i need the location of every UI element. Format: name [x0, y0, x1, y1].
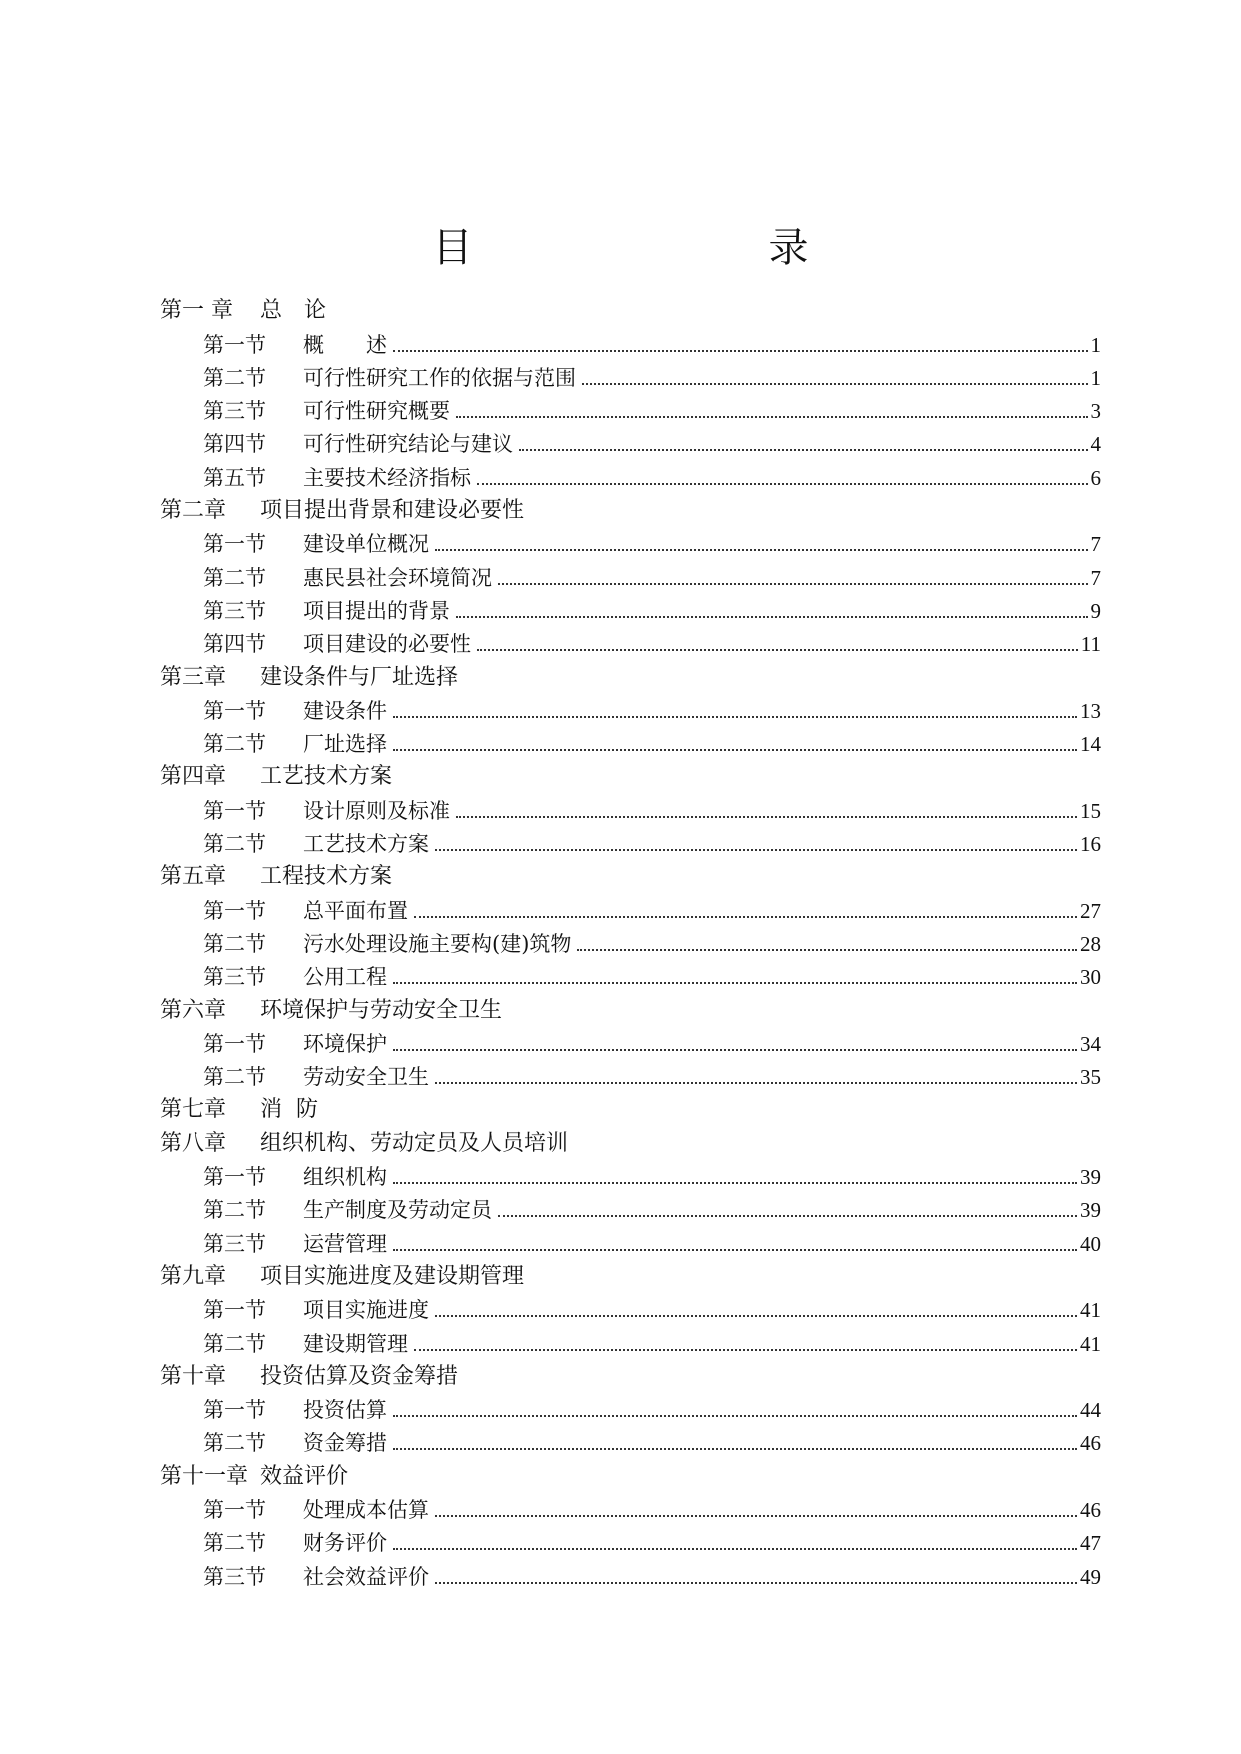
page-number: 28 — [1080, 931, 1101, 956]
chapter-number: 第二章 — [160, 498, 227, 524]
page-number: 1 — [1090, 365, 1101, 390]
toc-section-entry[interactable] — [160, 1525, 1101, 1558]
chapter-title: 工艺技术方案 — [260, 764, 393, 790]
chapter-title: 环境保护与劳动安全卫生 — [260, 997, 503, 1023]
dot-leader — [393, 350, 1088, 352]
toc-chapter-entry[interactable] — [160, 992, 1101, 1025]
section-title: 项目实施进度 — [303, 1298, 429, 1323]
toc-chapter-entry[interactable] — [160, 1458, 1101, 1491]
dot-leader — [498, 583, 1088, 585]
dot-leader — [393, 716, 1077, 718]
dot-leader — [393, 1448, 1077, 1450]
dot-leader — [498, 1215, 1077, 1217]
dot-leader — [435, 1515, 1077, 1517]
toc-section-entry[interactable] — [160, 693, 1101, 726]
page-number: 39 — [1080, 1165, 1101, 1190]
toc-section-entry[interactable] — [160, 1225, 1101, 1258]
section-title: 劳动安全卫生 — [303, 1065, 429, 1090]
dot-leader — [393, 1249, 1077, 1251]
section-title: 项目提出的背景 — [303, 598, 450, 623]
section-number: 第一节 — [203, 1398, 266, 1423]
section-number: 第一节 — [203, 798, 266, 823]
toc-section-entry[interactable] — [160, 1558, 1101, 1591]
chapter-number: 第一 章 — [160, 298, 233, 324]
chapter-number: 第十一章 — [160, 1463, 249, 1489]
section-title: 公用工程 — [303, 965, 387, 990]
page-number: 6 — [1090, 465, 1101, 490]
section-number: 第一节 — [203, 1165, 266, 1190]
chapter-title: 项目提出背景和建设必要性 — [260, 498, 525, 524]
section-title: 总平面布置 — [303, 898, 408, 923]
toc-section-entry[interactable] — [160, 1159, 1101, 1192]
chapter-number: 第六章 — [160, 997, 227, 1023]
dot-leader — [435, 549, 1088, 551]
page-number: 40 — [1080, 1231, 1101, 1256]
toc-section-entry[interactable] — [160, 792, 1101, 825]
section-number: 第一节 — [203, 698, 266, 723]
dot-leader — [393, 749, 1077, 751]
chapter-number: 第七章 — [160, 1097, 227, 1123]
dot-leader — [456, 816, 1077, 818]
toc-section-entry[interactable] — [160, 826, 1101, 859]
toc-section-entry[interactable] — [160, 959, 1101, 992]
toc-section-entry[interactable] — [160, 459, 1101, 492]
chapter-title: 建设条件与厂址选择 — [260, 664, 459, 690]
page-number: 16 — [1080, 832, 1101, 857]
section-title: 投资估算 — [303, 1398, 387, 1423]
dot-leader — [477, 649, 1078, 651]
section-number: 第二节 — [203, 832, 266, 857]
section-number: 第二节 — [203, 732, 266, 757]
chapter-title: 项目实施进度及建设期管理 — [260, 1263, 525, 1289]
section-title: 工艺技术方案 — [303, 832, 429, 857]
page-number: 41 — [1080, 1298, 1101, 1323]
dot-leader — [393, 1548, 1077, 1550]
toc-chapter-entry[interactable] — [160, 1359, 1101, 1392]
section-title: 建设单位概况 — [303, 532, 429, 557]
toc-section-entry[interactable] — [160, 360, 1101, 393]
toc-section-entry[interactable] — [160, 1292, 1101, 1325]
page-number: 46 — [1080, 1431, 1101, 1456]
section-number: 第二节 — [203, 1198, 266, 1223]
section-number: 第四节 — [203, 632, 266, 657]
dot-leader — [477, 483, 1088, 485]
toc-section-entry[interactable] — [160, 559, 1101, 592]
page-number: 1 — [1090, 332, 1101, 357]
toc-section-entry[interactable] — [160, 593, 1101, 626]
section-title: 环境保护 — [303, 1031, 387, 1056]
toc-section-entry[interactable] — [160, 1325, 1101, 1358]
page-number: 46 — [1080, 1497, 1101, 1522]
toc-section-entry[interactable] — [160, 1392, 1101, 1425]
section-title: 建设条件 — [303, 698, 387, 723]
toc-section-entry[interactable] — [160, 892, 1101, 925]
section-title: 主要技术经济指标 — [303, 465, 471, 490]
section-title: 可行性研究概要 — [303, 399, 450, 424]
page-title: 目 录 — [432, 225, 881, 271]
chapter-title: 组织机构、劳动定员及人员培训 — [260, 1130, 569, 1156]
section-title: 资金筹措 — [303, 1431, 387, 1456]
dot-leader — [456, 416, 1088, 418]
page-number: 4 — [1090, 432, 1101, 457]
section-number: 第一节 — [203, 1031, 266, 1056]
chapter-title: 消 防 — [260, 1097, 318, 1123]
section-title: 可行性研究结论与建议 — [303, 432, 513, 457]
page-number: 7 — [1090, 532, 1101, 557]
toc-chapter-entry[interactable] — [160, 859, 1101, 892]
section-number: 第二节 — [203, 931, 266, 956]
section-number: 第三节 — [203, 1231, 266, 1256]
page-number: 30 — [1080, 965, 1101, 990]
dot-leader — [582, 383, 1088, 385]
toc-chapter-entry[interactable] — [160, 659, 1101, 692]
toc-section-entry[interactable] — [160, 526, 1101, 559]
section-title: 可行性研究工作的依据与范围 — [303, 365, 576, 390]
toc-section-entry[interactable] — [160, 426, 1101, 459]
page-number: 47 — [1080, 1531, 1101, 1556]
section-title: 社会效益评价 — [303, 1564, 429, 1589]
toc-section-entry[interactable] — [160, 1492, 1101, 1525]
section-title: 设计原则及标准 — [303, 798, 450, 823]
page-number: 27 — [1080, 898, 1101, 923]
toc-section-entry[interactable] — [160, 393, 1101, 426]
dot-leader — [393, 1182, 1077, 1184]
dot-leader — [435, 1582, 1077, 1584]
section-title: 污水处理设施主要构(建)筑物 — [303, 931, 572, 956]
table-of-contents — [160, 293, 1101, 1592]
section-number: 第二节 — [203, 565, 266, 590]
section-title: 处理成本估算 — [303, 1497, 429, 1522]
chapter-title: 工程技术方案 — [260, 864, 393, 890]
section-number: 第三节 — [203, 1564, 266, 1589]
toc-section-entry[interactable] — [160, 1192, 1101, 1225]
dot-leader — [414, 1349, 1077, 1351]
section-number: 第三节 — [203, 598, 266, 623]
page-number: 49 — [1080, 1564, 1101, 1589]
toc-section-entry[interactable] — [160, 1026, 1101, 1059]
chapter-title: 投资估算及资金筹措 — [260, 1363, 459, 1389]
toc-section-entry[interactable] — [160, 626, 1101, 659]
page-number: 15 — [1080, 798, 1101, 823]
chapter-number: 第九章 — [160, 1263, 227, 1289]
page-number: 14 — [1080, 732, 1101, 757]
page-number: 34 — [1080, 1031, 1101, 1056]
toc-chapter-entry[interactable] — [160, 493, 1101, 526]
dot-leader — [456, 616, 1088, 618]
section-number: 第二节 — [203, 1431, 266, 1456]
section-number: 第二节 — [203, 1065, 266, 1090]
section-title: 运营管理 — [303, 1231, 387, 1256]
section-title: 概 述 — [303, 332, 387, 357]
section-number: 第五节 — [203, 465, 266, 490]
toc-section-entry[interactable] — [160, 1425, 1101, 1458]
chapter-number: 第五章 — [160, 864, 227, 890]
section-number: 第一节 — [203, 898, 266, 923]
section-number: 第一节 — [203, 532, 266, 557]
dot-leader — [435, 849, 1077, 851]
toc-section-entry[interactable] — [160, 926, 1101, 959]
page-number: 13 — [1080, 698, 1101, 723]
chapter-number: 第四章 — [160, 764, 227, 790]
section-number: 第一节 — [203, 1298, 266, 1323]
toc-section-entry[interactable] — [160, 1059, 1101, 1092]
chapter-title: 总 论 — [260, 298, 327, 324]
toc-chapter-entry[interactable] — [160, 1092, 1101, 1125]
section-number: 第三节 — [203, 965, 266, 990]
toc-section-entry[interactable] — [160, 326, 1101, 359]
toc-chapter-entry[interactable] — [160, 1125, 1101, 1158]
section-title: 财务评价 — [303, 1531, 387, 1556]
section-number: 第四节 — [203, 432, 266, 457]
section-title: 建设期管理 — [303, 1331, 408, 1356]
page-number: 39 — [1080, 1198, 1101, 1223]
section-title: 组织机构 — [303, 1165, 387, 1190]
section-title: 项目建设的必要性 — [303, 632, 471, 657]
page-number: 44 — [1080, 1398, 1101, 1423]
dot-leader — [435, 1315, 1077, 1317]
section-number: 第二节 — [203, 365, 266, 390]
chapter-title: 效益评价 — [260, 1463, 349, 1489]
toc-chapter-entry[interactable] — [160, 1259, 1101, 1292]
section-title: 惠民县社会环境简况 — [303, 565, 492, 590]
toc-chapter-entry[interactable] — [160, 293, 1101, 326]
page-number: 35 — [1080, 1065, 1101, 1090]
dot-leader — [414, 916, 1077, 918]
page-number: 7 — [1090, 565, 1101, 590]
section-number: 第二节 — [203, 1531, 266, 1556]
chapter-number: 第三章 — [160, 664, 227, 690]
section-number: 第二节 — [203, 1331, 266, 1356]
toc-chapter-entry[interactable] — [160, 759, 1101, 792]
page-number: 3 — [1090, 399, 1101, 424]
section-number: 第一节 — [203, 332, 266, 357]
toc-section-entry[interactable] — [160, 726, 1101, 759]
page-number: 41 — [1080, 1331, 1101, 1356]
dot-leader — [519, 449, 1088, 451]
chapter-number: 第八章 — [160, 1130, 227, 1156]
section-title: 厂址选择 — [303, 732, 387, 757]
page-number: 9 — [1090, 598, 1101, 623]
dot-leader — [393, 1049, 1077, 1051]
dot-leader — [393, 982, 1077, 984]
dot-leader — [435, 1082, 1077, 1084]
dot-leader — [577, 949, 1077, 951]
section-number: 第一节 — [203, 1497, 266, 1522]
page-number: 11 — [1080, 632, 1101, 657]
dot-leader — [393, 1415, 1077, 1417]
chapter-number: 第十章 — [160, 1363, 227, 1389]
section-title: 生产制度及劳动定员 — [303, 1198, 492, 1223]
section-number: 第三节 — [203, 399, 266, 424]
